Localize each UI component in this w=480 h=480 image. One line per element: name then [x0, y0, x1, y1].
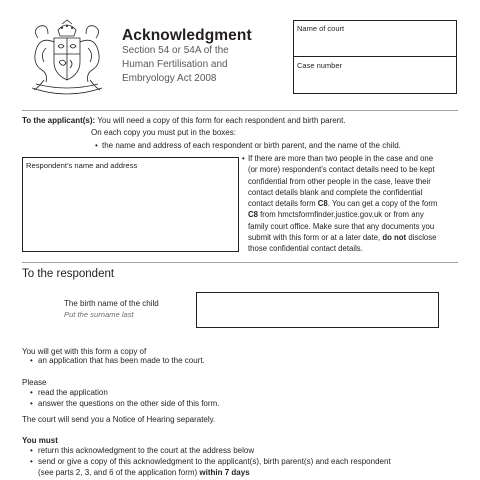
subtitle-line: Human Fertilisation and [122, 59, 228, 71]
child-birth-name-input[interactable] [196, 292, 439, 328]
note-segment: contact details blank and complete the confidential [248, 187, 423, 197]
notice-of-hearing-text: The court will send you a Notice of Hearing separately. [22, 415, 216, 424]
child-name-hint: Put the surname last [64, 310, 134, 319]
applicant-subline: On each copy you must put in the boxes: [91, 128, 236, 137]
subtitle-line: Embryology Act 2008 [122, 73, 217, 85]
list-item: • send or give a copy of this acknowledgment to the applicant(s), birth parent(s) and each respondent [30, 457, 470, 468]
list-item: • return this acknowledgment to the court at the address below [30, 446, 470, 457]
please-list [30, 388, 450, 410]
list-item: • read the application [30, 388, 450, 399]
court-box-divider [294, 56, 456, 57]
note-line [248, 187, 458, 198]
confidential-contact-note: • If there are more than two people in the case and one (or more) respondent’s contact details need to be kept confidential from other people in the case, leave their contact details blank and complete the confidential contact details form C8. You can get a copy of the form C8 from hmctsformfinder.justice.gov.uk or from any family court office. Make sure that any documents you submit with this form or at a later date, do not disclose those confidential contact details. [248, 153, 458, 255]
must-cont-text: (see parts 2, 3, and 6 of the application form) [38, 467, 200, 477]
note-line [248, 232, 458, 243]
applicant-bullet-text: the name and address of each respondent or birth parent, and the name of the child. [102, 141, 401, 150]
note-segment: do not [382, 233, 407, 243]
subtitle-line: Section 54 or 54A of the [122, 45, 229, 56]
note-segment: confidential from other people in the case, leave their [248, 176, 431, 186]
royal-coat-of-arms-logo [24, 18, 110, 98]
applicant-line: You will need a copy of this form for each respondent and birth parent. [95, 116, 346, 125]
note-segment: (or more) respondent’s contact details need to be kept [248, 165, 435, 175]
applicant-instructions [22, 115, 462, 126]
applicant-bullet: • the name and address of each respondent or birth parent, and the name of the child. [95, 141, 401, 150]
note-segment: submit with this form or at a later date, [248, 233, 383, 243]
divider [22, 110, 458, 111]
note-segment: from hmctsformfinder.justice.gov.uk or from any [257, 210, 424, 220]
name-of-court-field[interactable]: Name of court [297, 24, 345, 33]
please-heading: Please [22, 378, 47, 387]
note-segment: . You can get a copy of the form [327, 199, 438, 209]
form-title: Acknowledgment [122, 27, 252, 44]
respondent-section-title: To the respondent [22, 268, 115, 280]
note-segment: disclose [406, 233, 437, 243]
list-item: • an application that has been made to the court. [30, 356, 450, 367]
case-number-field[interactable]: Case number [297, 61, 343, 70]
note-segment: family court office. Make sure that any documents you [248, 221, 435, 231]
list-item-continuation [30, 468, 470, 479]
must-list [30, 446, 470, 478]
deadline-text: within 7 days [199, 467, 250, 477]
form-subtitle [122, 44, 272, 87]
note-segment: If there are more than two people in the case and one [248, 154, 434, 163]
note-line [248, 209, 458, 220]
note-segment: C8 [248, 210, 258, 220]
note-line [248, 153, 458, 164]
child-name-label: The birth name of the child [64, 299, 159, 308]
note-line [248, 164, 458, 175]
respondent-box-label: Respondent’s name and address [26, 161, 138, 170]
note-line [248, 243, 458, 254]
applicant-heading: To the applicant(s): [22, 116, 96, 125]
list-item: • answer the questions on the other side of this form. [30, 399, 450, 410]
court-details-box [293, 20, 457, 94]
note-segment: those confidential contact details. [248, 244, 363, 254]
divider [22, 262, 458, 263]
respondent-name-address-box[interactable] [22, 157, 239, 252]
note-line [248, 221, 458, 232]
note-line [248, 176, 458, 187]
note-segment: contact details form [248, 199, 318, 209]
copy-intro: You will get with this form a copy of [22, 347, 147, 356]
must-heading: You must [22, 436, 58, 445]
note-line [248, 198, 458, 209]
copy-list [30, 356, 450, 367]
note-segment: C8 [317, 199, 328, 209]
